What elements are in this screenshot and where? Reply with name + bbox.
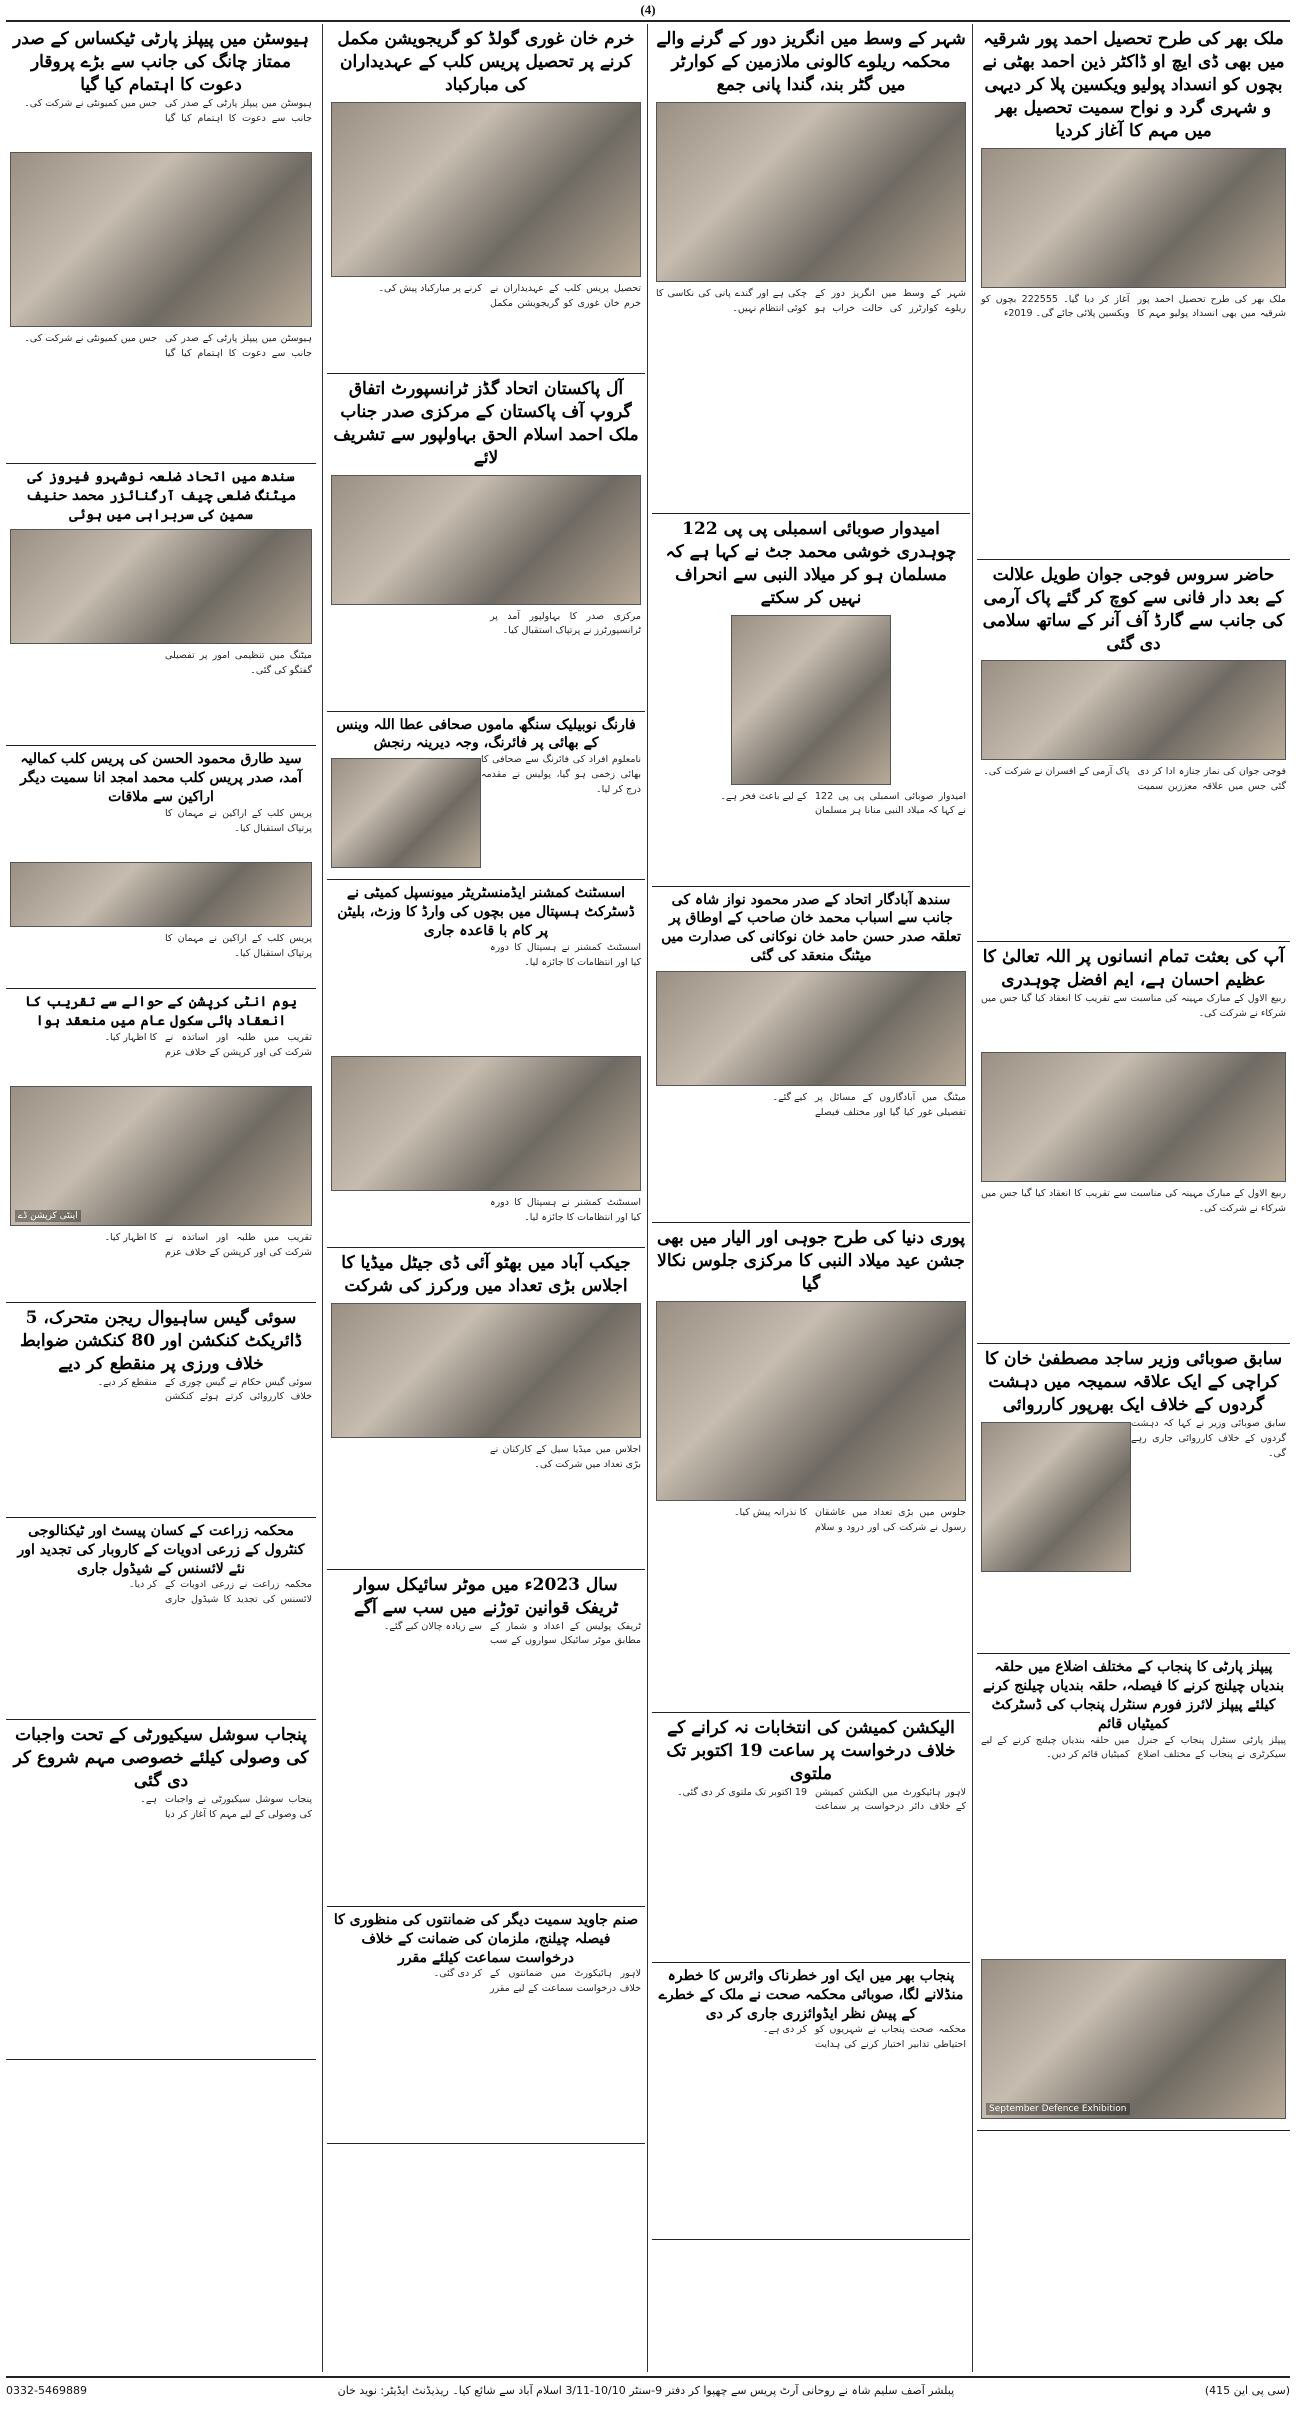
headline: سندھ آبادگار اتحاد کے صدر محمود نواز شاہ کی جانب سے اسباب محمد خان صاحب کے اوطاق پر تعلقہ صدر حسن حامد خان نوکانی کی صدارت میں میٹنگ منعقد کی گئی	[661, 891, 961, 965]
article	[327, 880, 645, 1248]
headline: سندھ میں اتحاد ضلعہ نوشہرو فیروز کی میٹنگ ضلعی چیف آرگنائزر محمد حنیف سمین کی سربراہی میں ہوئی	[25, 468, 297, 523]
article-body: اجلاس میں میڈیا سیل کے کارکنان نے بڑی تعداد میں شرکت کی۔	[490, 1443, 641, 1470]
article-body: تقریب میں طلبہ اور اساتذہ نے شرکت کی اور کرپشن کے خلاف عزم کا اظہار کیا۔	[104, 1231, 312, 1258]
headline: پیپلز پارٹی کا پنجاب کے مختلف اضلاع میں حلقہ بندیاں چیلنج کرنے کا فیصلہ، حلقہ بندیاں چیلنج کرنے کیلئے پیپلز لائرز فورم سنٹرل پنجاب کی ڈسٹرکٹ کمیٹیاں قائم	[982, 1659, 1285, 1732]
footer	[6, 2376, 1290, 2397]
article-body: سوئی گیس حکام نے گیس چوری کے خلاف کارروائی کرتے ہوئے کنکشن منقطع کر دیے۔	[97, 1376, 312, 1403]
article	[652, 514, 970, 887]
photo	[331, 1303, 641, 1438]
article-body: سابق صوبائی وزیر نے کہا کہ دہشت گردوں کے خلاف کارروائی جاری رہے گی۔	[1131, 1418, 1286, 1459]
headline: محکمہ زراعت کے کسان پیسٹ اور ٹیکنالوجی کنٹرول کے زرعی ادویات کے کاروبار کی تجدید اور نئے لائسنس کے شیڈول جاری	[17, 1522, 305, 1577]
article	[652, 1713, 970, 1963]
headline: سابق صوبائی وزیر ساجد مصطفیٰ خان کا کراچی کے ایک علاقہ سمیجہ میں دہشت گردوں کے خلاف ایک بھرپور کارروائی	[984, 1349, 1283, 1416]
column-3	[327, 24, 645, 2372]
article-body: ہیوسٹن میں پیپلز پارٹی کے صدر کی جانب سے دعوت کا اہتمام کیا گیا جس میں کمیونٹی نے شرکت کی۔	[24, 97, 312, 124]
page-number: (4)	[640, 2, 656, 17]
top-rule	[6, 20, 1290, 22]
photo	[731, 615, 891, 785]
headline: ملک بھر کی طرح تحصیل احمد پور شرقیہ میں بھی ڈی ایچ او ڈاکٹر ذین احمد بھٹی نے بچوں کو انسداد پولیو ویکسین پلا کر دیہی و شہری گرد و نواح سمیت تحصیل بھر میں مہم کا آغاز کردیا	[982, 29, 1285, 141]
headline: سید طارق محمود الحسن کی پریس کلب کمالیہ آمد، صدر پریس کلب محمد امجد انا سمیت دیگر اراکین سے ملاقات	[20, 751, 302, 806]
headline: حاضر سروس فوجی جوان طویل علالت کے بعد دار فانی سے کوچ کر گئے پاک آرمی کی جانب سے گارڈ آف آنر کے ساتھ سلامی دی گئی	[982, 564, 1285, 654]
article-body: تحصیل پریس کلب کے عہدیداران نے خرم خان غوری کو گریجویشن مکمل کرنے پر مبارکباد پیش کی۔	[378, 282, 641, 309]
article-body: ٹریفک پولیس کے اعداد و شمار کے مطابق موٹر سائیکل سواروں کے سب سے زیادہ چالان کیے گئے۔	[383, 1620, 641, 1647]
headline: پنجاب بھر میں ایک اور خطرناک وائرس کا خطرہ منڈلانے لگا، صوبائی محکمہ صحت نے ملک کے خطرے کے پیش نظر ایڈوائزری جاری کر دی	[658, 1967, 964, 2022]
photo	[331, 1056, 641, 1191]
article-body: پریس کلب کے اراکین نے مہمان کا پرتپاک استقبال کیا۔	[165, 808, 312, 834]
article-body: مرکزی صدر کا بہاولپور آمد پر ٹرانسپورٹرز نے پرتپاک استقبال کیا۔	[490, 610, 641, 637]
headline: اسسٹنٹ کمشنر ایڈمنسٹریٹر میونسپل کمیٹی نے ڈسٹرکٹ ہسپتال میں بچوں کی وارڈ کا وزٹ، بلیٹن پر کام با قاعدہ جاری	[337, 885, 635, 940]
headline: سال 2023ء میں موٹر سائیکل سوار ٹریفک قوانین توڑنے میں سب سے آگے	[353, 1574, 619, 1618]
article	[6, 1518, 316, 1721]
column-1	[977, 24, 1290, 2372]
article-body: تقریب میں طلبہ اور اساتذہ نے شرکت کی اور کرپشن کے خلاف عزم کا اظہار کیا۔	[104, 1031, 312, 1058]
article	[327, 1248, 645, 1570]
article	[327, 712, 645, 881]
article-body: جلوس میں بڑی تعداد میں عاشقان رسول نے شرکت کی اور درود و سلام کا نذرانہ پیش کیا۔	[733, 1506, 966, 1533]
footer-imprint: پبلشر آصف سلیم شاہ نے روحانی آرٹ پریس سے چھپوا کر دفتر 9-سنٹر 10/10-3/11 اسلام آباد سے شائع کیا۔ ریذیڈنٹ ایڈیٹر: نوید خان	[337, 2384, 955, 2397]
photo	[331, 102, 641, 277]
article	[652, 24, 970, 514]
article	[652, 1963, 970, 2241]
column-divider	[322, 24, 323, 2372]
article-body: ہیوسٹن میں پیپلز پارٹی کے صدر کی جانب سے دعوت کا اہتمام کیا گیا جس میں کمیونٹی نے شرکت کی۔	[24, 332, 312, 359]
article-body: اسسٹنٹ کمشنر نے ہسپتال کا دورہ کیا اور انتظامات کا جائزہ لیا۔	[490, 1197, 641, 1223]
photo	[656, 1301, 966, 1501]
article-body: میٹنگ میں تنظیمی امور پر تفصیلی گفتگو کی گئی۔	[165, 650, 312, 677]
photo	[981, 660, 1286, 760]
article	[6, 746, 316, 989]
article	[327, 1907, 645, 2145]
photo	[981, 148, 1286, 288]
headline: شہر کے وسط میں انگریز دور کے گرنے والے محکمہ ریلوے کالونی ملازمین کے کوارٹر میں گٹر بند، گندا پانی جمع	[656, 29, 966, 95]
headline: جیکب آباد میں بھٹو آئی ڈی جیٹل میڈیا کا اجلاس بڑی تعداد میں ورکرز کی شرکت	[341, 1253, 631, 1296]
article-body: پنجاب سوشل سیکیورٹی نے واجبات کی وصولی کے لیے مہم کا آغاز کر دیا ہے۔	[140, 1794, 312, 1820]
headline: پنجاب سوشل سیکیورٹی کے تحت واجبات کی وصولی کیلئے خصوصی مہم شروع کر دی گئی	[13, 1725, 309, 1792]
headline: پوری دنیا کی طرح جوہی اور الیار میں بھی جشن عید میلاد النبی کا مرکزی جلوس نکالا گیا	[656, 1228, 966, 1294]
photo	[10, 862, 312, 927]
article-body: پریس کلب کے اراکین نے مہمان کا پرتپاک استقبال کیا۔	[165, 933, 312, 959]
article	[6, 989, 316, 1303]
photo	[981, 1422, 1131, 1572]
photo	[656, 971, 966, 1086]
article-body: شہر کے وسط میں انگریز دور کے ریلوے کوارٹرز کی حالت خراب ہو چکی ہے اور گندے پانی کی نکاسی کا کوئی انتظام نہیں۔	[656, 287, 966, 314]
column-2	[652, 24, 970, 2372]
article-body: امیدوار صوبائی اسمبلی پی پی 122 نے کہا کہ میلاد النبی منانا ہر مسلمان کے لیے باعث فخر ہے۔	[720, 790, 966, 817]
article	[652, 887, 970, 1224]
column-divider	[647, 24, 648, 2372]
article-body: نامعلوم افراد کی فائرنگ سے صحافی کا بھائی زخمی ہو گیا، پولیس نے مقدمہ درج کر لیا۔	[481, 754, 641, 795]
article-body: ربیع الاول کے مبارک مہینہ کی مناسبت سے تقریب کا انعقاد کیا گیا جس میں شرکاء نے شرکت کی۔	[981, 993, 1286, 1020]
article	[652, 1223, 970, 1713]
article	[977, 560, 1290, 943]
article-body: میٹنگ میں آبادگاروں کے مسائل پر تفصیلی غور کیا گیا اور مختلف فیصلے کیے گئے۔	[772, 1092, 966, 1118]
article-body: ملک بھر کی طرح تحصیل احمد پور شرقیہ میں بھی انسداد پولیو مہم کا آغاز کر دیا گیا۔ 222555 بچوں کو ویکسین پلائی جائے گی۔ 2019ء	[981, 293, 1286, 320]
footer-phone: 0332-5469889	[6, 2384, 87, 2397]
photo	[10, 152, 312, 327]
column-divider	[972, 24, 973, 2372]
headline: صنم جاوید سمیت دیگر کی ضمانتوں کی منظوری کا فیصلہ چیلنج، ملزمان کی ضمانت کے خلاف درخواست سماعت کیلئے مقرر	[333, 1911, 639, 1966]
column-4	[6, 24, 316, 2372]
article	[6, 464, 316, 747]
article-body: لاہور ہائیکورٹ میں ضمانتوں کے خلاف درخواست سماعت کے لیے مقرر کر دی گئی۔	[433, 1968, 641, 1995]
article-body: ربیع الاول کے مبارک مہینہ کی مناسبت سے تقریب کا انعقاد کیا گیا جس میں شرکاء نے شرکت کی۔	[981, 1188, 1286, 1215]
headline: سوئی گیس ساہیوال ریجن متحرک، 5 ڈائریکٹ کنکشن اور 80 کنکشن ضوابط خلاف ورزی پر منقطع کر دیے	[20, 1307, 302, 1374]
footer-registration: (سی پی این 415)	[1204, 2384, 1290, 2397]
article	[6, 1720, 316, 2060]
article-body: محکمہ صحت پنجاب نے شہریوں کو احتیاطی تدابیر اختیار کرنے کی ہدایت کر دی ہے۔	[762, 2024, 966, 2051]
article	[977, 942, 1290, 1344]
headline: خرم خان غوری گولڈ کو گریجویشن مکمل کرنے پر تحصیل پریس کلب کے عہدیداران کی مبارکباد	[337, 29, 635, 95]
photo	[656, 102, 966, 282]
photo	[331, 475, 641, 605]
article	[6, 24, 316, 464]
headline: الیکشن کمیشن کی انتخابات نہ کرانے کے خلاف درخواست پر ساعت 19 اکتوبر تک ملتوی	[666, 1717, 956, 1784]
article-body: اسسٹنٹ کمشنر نے ہسپتال کا دورہ کیا اور انتظامات کا جائزہ لیا۔	[490, 942, 641, 968]
photo	[981, 1959, 1286, 2119]
headline: آل پاکستان اتحاد گڈز ٹرانسپورٹ اتفاق گروپ آف پاکستان کے مرکزی صدر جناب ملک احمد اسلام الحق بہاولپور سے تشریف لائے	[333, 378, 639, 468]
headline: آپ کی بعثت تمام انسانوں پر اللہ تعالیٰ کا عظیم احسان ہے، ایم افضل چوہدری	[982, 947, 1285, 991]
article	[977, 1654, 1290, 2131]
article-body: لاہور ہائیکورٹ میں الیکشن کمیشن کے خلاف دائر درخواست پر سماعت 19 اکتوبر تک ملتوی کر دی گئی۔	[677, 1786, 966, 1813]
headline: ہیوسٹن میں پیپلز پارٹی ٹیکساس کے صدر ممتاز چانگ کی جانب سے بڑے پروقار دعوت کا اہتمام کیا گیا	[13, 29, 309, 95]
article	[977, 24, 1290, 560]
article-body: محکمہ زراعت نے زرعی ادویات کے لائسنس کی تجدید کا شیڈول جاری کر دیا۔	[128, 1579, 312, 1606]
photo	[331, 758, 481, 868]
photo-caption: اینٹی کرپشن ڈے	[15, 1210, 81, 1222]
photo	[981, 1052, 1286, 1182]
headline: فارنگ نوبیلیک سنگھ ماموں صحافی عطا اللہ وینس کے بھائی پر فائرنگ، وجہ دیرینہ رنجش	[336, 716, 636, 752]
photo	[10, 1086, 312, 1226]
article	[977, 1344, 1290, 1654]
article-body: پیپلز پارٹی سنٹرل پنجاب کے جنرل سیکرٹری نے پنجاب کے مختلف اضلاع میں حلقہ بندیاں چیلنج کرنے کے لیے کمیٹیاں قائم کر دیں۔	[981, 1734, 1286, 1761]
article-body: فوجی جوان کی نماز جنازہ ادا کر دی گئی جس میں علاقہ معززین سمیت پاک آرمی کے افسران نے شرکت کی۔	[983, 766, 1286, 793]
headline: یوم انٹی کرپشن کے حوالے سے تقریب کا انعقاد ہائی سکول عام میں منعقد ہوا	[24, 994, 297, 1030]
article	[327, 374, 645, 712]
article	[327, 24, 645, 374]
article	[327, 1570, 645, 1907]
photo-caption: September Defence Exhibition	[986, 2103, 1130, 2115]
headline: امیدوار صوبائی اسمبلی پی پی 122 چوہدری خوشی محمد جٹ نے کہا ہے کہ مسلمان ہو کر میلاد النبی سے انحراف نہیں کر سکتے	[665, 518, 957, 608]
article	[6, 1303, 316, 1518]
photo	[10, 529, 312, 644]
